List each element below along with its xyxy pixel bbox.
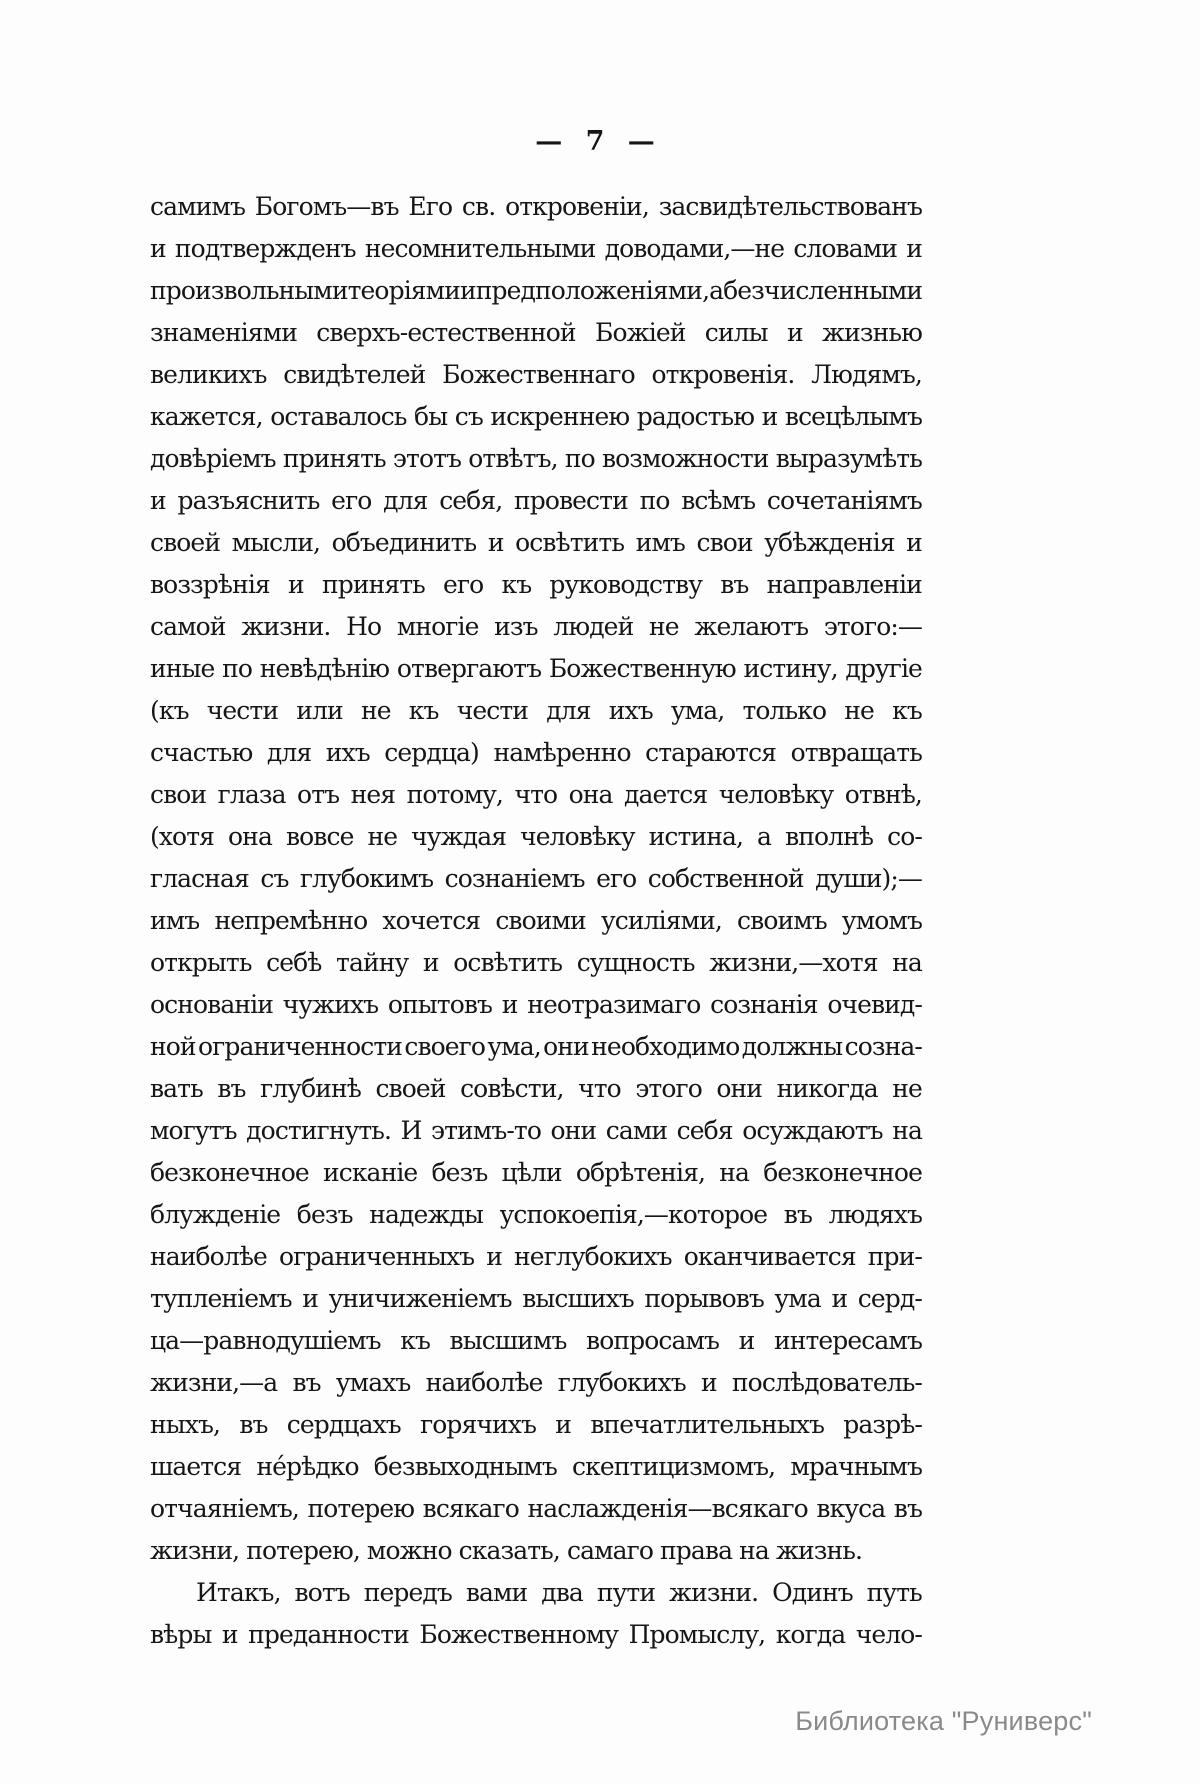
text-line: довѣріемъ принять этотъ отвѣтъ, по возможности выразумѣть	[150, 444, 922, 473]
text-line: иные по невѣдѣнію отвергаютъ Божественную истину, другіе	[150, 654, 922, 683]
watermark: Библиотека "Руниверс"	[795, 1706, 1092, 1736]
text-line: шается не́рѣдко безвыходнымъ скептицизмомъ, мрачнымъ	[150, 1452, 922, 1481]
text-line: отчаяніемъ, потерею всякаго наслажденія—всякаго вкуса въ	[150, 1494, 922, 1523]
text-line: могутъ достигнуть. И этимъ-то они сами себя осуждаютъ на	[150, 1116, 922, 1145]
text-line: самой жизни. Но многіе изъ людей не желаютъ этого:—	[150, 612, 922, 641]
text-line: своей мысли, объединить и освѣтить имъ свои убѣжденія и	[150, 528, 922, 557]
text-line: вать въ глубинѣ своей совѣсти, что этого они никогда не	[150, 1074, 922, 1103]
text-line: кажется, оставалось бы съ искреннею радостью и всецѣлымъ	[150, 402, 922, 431]
text-line: безконечное исканіе безъ цѣли обрѣтенія, на безконечное	[150, 1158, 922, 1187]
page-number: — 7 —	[535, 126, 655, 157]
text-line: имъ непремѣнно хочется своими усиліями, своимъ умомъ	[150, 906, 922, 935]
text-line: воззрѣнія и принять его къ руководству въ направленіи	[150, 570, 922, 599]
text-line: основаніи чужихъ опытовъ и неотразимаго сознанія очевид-	[150, 990, 922, 1019]
text-line: Итакъ, вотъ передъ вами два пути жизни. Одинъ путь	[196, 1578, 922, 1607]
text-line: тупленіемъ и уничиженіемъ высшихъ порывовъ ума и серд-	[150, 1284, 922, 1313]
text-line: вѣры и преданности Божественному Промыслу, когда чело-	[150, 1620, 922, 1649]
text-line: ца—равнодушіемъ къ высшимъ вопросамъ и интересамъ	[150, 1326, 922, 1355]
text-line: жизни, потерею, можно сказать, самаго права на жизнь.	[150, 1536, 863, 1565]
text-line: ныхъ, въ сердцахъ горячихъ и впечатлительныхъ разрѣ-	[150, 1410, 922, 1439]
text-line: блужденіе безъ надежды успокоепія,—которое въ людяхъ	[150, 1200, 922, 1229]
text-line: (къ чести или не къ чести для ихъ ума, только не къ	[150, 696, 922, 725]
text-line: и подтвержденъ несомнительными доводами,—не словами и	[150, 234, 922, 263]
text-line: и разъяснить его для себя, провести по всѣмъ сочетаніямъ	[150, 486, 922, 515]
text-line: самимъ Богомъ—въ Его св. откровеніи, засвидѣтельствованъ	[150, 192, 922, 221]
text-line: произвольными теоріями и предположеніями, а безчисленными	[150, 276, 923, 305]
text-line: гласная съ глубокимъ сознаніемъ его собственной души);—	[150, 864, 922, 893]
text-line: ной ограниченности своего ума, они необходимо должны созна-	[150, 1032, 922, 1061]
text-line: знаменіями сверхъ-естественной Божіей силы и жизнью	[150, 318, 922, 347]
text-line: свои глаза отъ нея потому, что она дается человѣку отвнѣ,	[150, 780, 922, 809]
text-line: открыть себѣ тайну и освѣтить сущность жизни,—хотя на	[150, 948, 922, 977]
text-line: (хотя она вовсе не чуждая человѣку истина, а вполнѣ со-	[150, 822, 922, 851]
text-line: счастью для ихъ сердца) намѣренно стараются отвращать	[150, 738, 922, 767]
text-line: наиболѣе ограниченныхъ и неглубокихъ оканчивается при-	[150, 1242, 922, 1271]
text-line: жизни,—а въ умахъ наиболѣе глубокихъ и послѣдователь-	[150, 1368, 922, 1397]
text-block	[150, 186, 922, 1656]
text-line: великихъ свидѣтелей Божественнаго откровенія. Людямъ,	[150, 360, 922, 389]
